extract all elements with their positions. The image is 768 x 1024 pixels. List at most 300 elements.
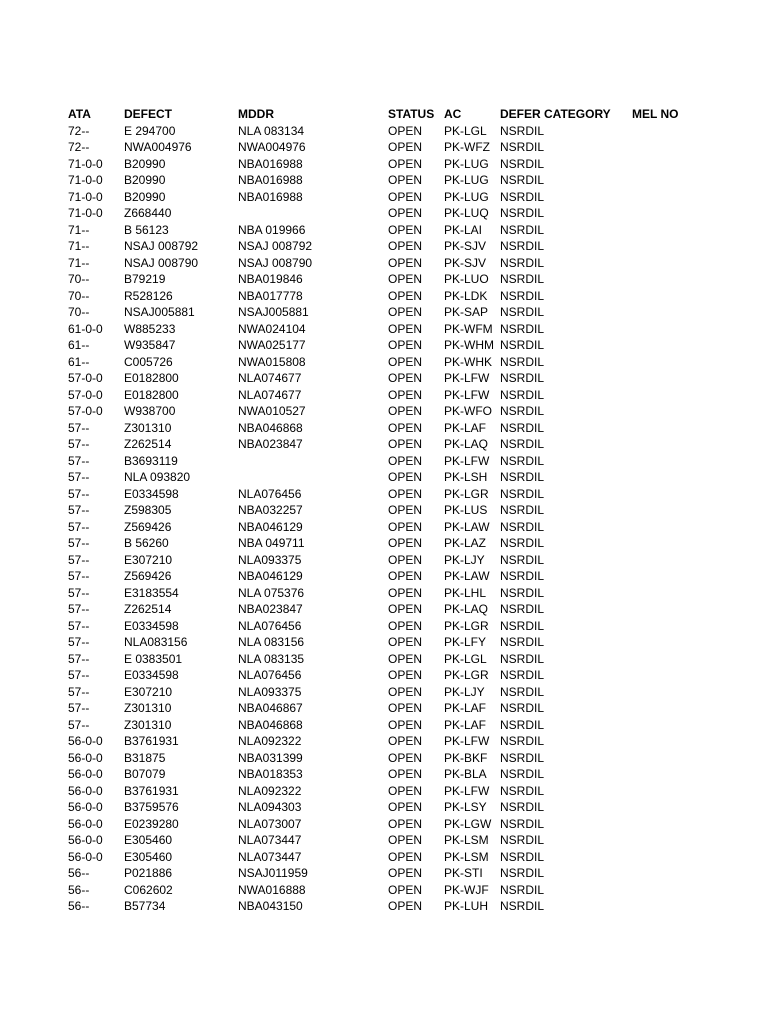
table-row [68, 618, 708, 635]
ac-cell: PK-LUQ [444, 206, 489, 220]
status-cell: OPEN [388, 189, 423, 204]
defect-cell: E3183554 [124, 585, 179, 600]
mel-no-cell [632, 502, 708, 519]
mel-no-cell [632, 535, 708, 552]
ata-cell: 72-- [68, 140, 90, 154]
mel-no-cell [632, 717, 708, 734]
mel-no-cell [632, 634, 708, 651]
table-row [68, 684, 708, 701]
ac-cell: PK-LUS [444, 503, 488, 517]
table-row [68, 189, 708, 206]
defer-category-cell: NSRDIL [500, 651, 545, 666]
defect-cell: E 0383501 [124, 651, 183, 666]
ata-cell: 70-- [68, 305, 90, 319]
defect-cell: E305460 [124, 849, 173, 864]
mddr-cell: NLA 075376 [238, 585, 305, 600]
defer-category-cell: NSRDIL [500, 255, 545, 270]
defer-category-cell: NSRDIL [500, 272, 545, 286]
defect-cell: W938700 [124, 404, 176, 418]
ac-cell: PK-LSY [444, 800, 487, 814]
defer-category-cell: NSRDIL [500, 701, 545, 715]
table-row [68, 370, 708, 387]
ac-cell: PK-LDK [444, 288, 488, 303]
mddr-cell: NBA016988 [238, 189, 303, 204]
defer-category-cell: NSRDIL [500, 833, 545, 847]
ata-cell: 56-0-0 [68, 734, 103, 748]
defect-cell: B07079 [124, 767, 166, 781]
mddr-cell: NBA046868 [238, 420, 303, 435]
mddr-cell [238, 205, 388, 222]
ata-cell: 57-- [68, 503, 90, 517]
status-cell: OPEN [388, 156, 423, 171]
defect-cell: Z262514 [124, 437, 172, 451]
defer-category-cell: NSRDIL [500, 371, 545, 385]
defect-cell: P021886 [124, 866, 173, 880]
ac-cell: PK-LSM [444, 849, 489, 864]
defect-cell: E0239280 [124, 816, 179, 831]
column-header-mel-no: MEL NO [632, 107, 679, 121]
defect-cell: B20990 [124, 189, 166, 204]
mel-no-cell [632, 222, 708, 239]
table-row [68, 519, 708, 536]
defect-cell: B57734 [124, 899, 166, 913]
status-cell: OPEN [388, 684, 423, 699]
mddr-cell: NBA043150 [238, 899, 303, 913]
defer-category-cell: NSRDIL [500, 206, 545, 220]
status-cell: OPEN [388, 618, 423, 633]
defect-cell: E0334598 [124, 668, 179, 682]
mel-no-cell [632, 354, 708, 371]
mddr-cell: NBA031399 [238, 750, 303, 765]
mddr-cell: NLA073007 [238, 816, 302, 831]
mddr-cell [238, 453, 388, 470]
mddr-cell: NBA018353 [238, 767, 303, 781]
ata-cell: 71-0-0 [68, 189, 103, 204]
defect-cell: E0334598 [124, 486, 179, 501]
ata-cell: 56-0-0 [68, 750, 103, 765]
table-row [68, 271, 708, 288]
mddr-cell: NBA032257 [238, 503, 303, 517]
mddr-cell: NLA073447 [238, 849, 302, 864]
mel-no-cell [632, 552, 708, 569]
column-header-defer-category: DEFER CATEGORY [500, 107, 611, 121]
defer-category-cell: NSRDIL [500, 734, 545, 748]
table-row [68, 156, 708, 173]
table-body [68, 123, 708, 915]
defect-cell: NLA 093820 [124, 470, 191, 484]
defer-category-cell: NSRDIL [500, 288, 545, 303]
ac-cell: PK-LFW [444, 783, 490, 798]
status-cell: OPEN [388, 354, 423, 369]
table-row [68, 304, 708, 321]
defect-cell: B3761931 [124, 734, 179, 748]
ac-cell: PK-LAF [444, 717, 487, 732]
column-header-mddr: MDDR [238, 107, 274, 121]
ata-cell: 56-0-0 [68, 849, 103, 864]
defect-cell: W935847 [124, 338, 176, 352]
mel-no-cell [632, 436, 708, 453]
ac-cell: PK-LFW [444, 371, 490, 385]
mddr-cell: NLA073447 [238, 833, 302, 847]
table-row [68, 403, 708, 420]
mel-no-cell [632, 337, 708, 354]
column-header-status: STATUS [388, 107, 435, 121]
mddr-cell: NWA016888 [238, 882, 306, 897]
defer-category-cell: NSRDIL [500, 437, 545, 451]
mddr-cell: NBA 019966 [238, 222, 306, 237]
ata-cell: 61-- [68, 354, 90, 369]
status-cell: OPEN [388, 767, 423, 781]
mel-no-cell [632, 667, 708, 684]
defects-table [68, 106, 708, 915]
status-cell: OPEN [388, 272, 423, 286]
mel-no-cell [632, 238, 708, 255]
table-row [68, 469, 708, 486]
defect-cell: NSAJ005881 [124, 305, 195, 319]
table-row [68, 585, 708, 602]
status-cell: OPEN [388, 717, 423, 732]
status-cell: OPEN [388, 816, 423, 831]
mel-no-cell [632, 288, 708, 305]
defer-category-cell: NSRDIL [500, 866, 545, 880]
status-cell: OPEN [388, 635, 423, 649]
defer-category-cell: NSRDIL [500, 899, 545, 913]
mel-no-cell [632, 882, 708, 899]
ac-cell: PK-LJY [444, 684, 485, 699]
mddr-cell: NLA092322 [238, 783, 302, 798]
ac-cell: PK-LAW [444, 569, 490, 583]
ac-cell: PK-LFY [444, 635, 487, 649]
ac-cell: PK-SJV [444, 239, 487, 253]
status-cell: OPEN [388, 899, 423, 913]
defer-category-cell: NSRDIL [500, 503, 545, 517]
ata-cell: 57-- [68, 635, 90, 649]
table-row [68, 420, 708, 437]
table-row [68, 733, 708, 750]
mel-no-cell [632, 519, 708, 536]
ac-cell: PK-LAQ [444, 437, 489, 451]
mddr-cell: NBA019846 [238, 272, 303, 286]
defect-cell: NWA004976 [124, 140, 192, 154]
mddr-cell: NLA 083156 [238, 635, 305, 649]
mel-no-cell [632, 453, 708, 470]
defect-cell: B20990 [124, 156, 166, 171]
ata-cell: 72-- [68, 123, 90, 138]
table-row [68, 898, 708, 915]
defect-cell: NSAJ 008790 [124, 255, 199, 270]
ata-cell: 57-0-0 [68, 404, 103, 418]
ata-cell: 70-- [68, 288, 90, 303]
table-row [68, 667, 708, 684]
mddr-cell: NSAJ 008790 [238, 255, 313, 270]
defect-cell: Z598305 [124, 503, 172, 517]
defect-cell: B3761931 [124, 783, 179, 798]
ata-cell: 71-0-0 [68, 206, 103, 220]
mddr-cell: NBA023847 [238, 437, 303, 451]
defect-cell: E 294700 [124, 123, 176, 138]
column-header-ac: AC [444, 107, 462, 121]
table-row [68, 700, 708, 717]
defect-cell: B20990 [124, 173, 166, 187]
ata-cell: 56-0-0 [68, 816, 103, 831]
defer-category-cell: NSRDIL [500, 486, 545, 501]
ac-cell: PK-LJY [444, 552, 485, 567]
ac-cell: PK-LHL [444, 585, 487, 600]
mel-no-cell [632, 684, 708, 701]
status-cell: OPEN [388, 651, 423, 666]
mel-no-cell [632, 816, 708, 833]
mel-no-cell [632, 585, 708, 602]
status-cell: OPEN [388, 255, 423, 270]
defect-cell: Z262514 [124, 602, 172, 616]
header-row [68, 106, 708, 123]
table-row [68, 799, 708, 816]
status-cell: OPEN [388, 173, 423, 187]
defer-category-cell: NSRDIL [500, 668, 545, 682]
column-header-ata: ATA [68, 107, 91, 121]
mel-no-cell [632, 156, 708, 173]
table-row [68, 321, 708, 338]
ata-cell: 56-0-0 [68, 783, 103, 798]
ac-cell: PK-WHM [444, 338, 494, 352]
defer-category-cell: NSRDIL [500, 387, 545, 402]
status-cell: OPEN [388, 783, 423, 798]
defer-category-cell: NSRDIL [500, 156, 545, 171]
status-cell: OPEN [388, 519, 423, 534]
defect-report-sheet [68, 106, 708, 915]
defer-category-cell: NSRDIL [500, 519, 545, 534]
defect-cell: B 56123 [124, 222, 169, 237]
ata-cell: 71-0-0 [68, 156, 103, 171]
table-row [68, 222, 708, 239]
status-cell: OPEN [388, 239, 423, 253]
ac-cell: PK-LFW [444, 734, 490, 748]
defer-category-cell: NSRDIL [500, 767, 545, 781]
ac-cell: PK-WJF [444, 882, 489, 897]
mddr-cell: NBA046868 [238, 717, 303, 732]
mddr-cell: NLA093375 [238, 552, 302, 567]
mel-no-cell [632, 783, 708, 800]
defect-cell: E0334598 [124, 618, 179, 633]
ac-cell: PK-LAW [444, 519, 490, 534]
ac-cell: PK-LUH [444, 899, 489, 913]
mddr-cell: NLA076456 [238, 668, 302, 682]
ata-cell: 56-- [68, 899, 90, 913]
ac-cell: PK-BKF [444, 750, 488, 765]
ata-cell: 57-- [68, 453, 90, 468]
ac-cell: PK-WHK [444, 354, 492, 369]
ata-cell: 56-- [68, 866, 90, 880]
mel-no-cell [632, 255, 708, 272]
ac-cell: PK-LUG [444, 173, 489, 187]
table-row [68, 337, 708, 354]
status-cell: OPEN [388, 569, 423, 583]
defect-cell: C062602 [124, 882, 173, 897]
status-cell: OPEN [388, 602, 423, 616]
status-cell: OPEN [388, 288, 423, 303]
ata-cell: 57-- [68, 552, 90, 567]
status-cell: OPEN [388, 387, 423, 402]
defect-cell: Z569426 [124, 569, 172, 583]
ac-cell: PK-LAZ [444, 536, 487, 550]
table-row [68, 288, 708, 305]
status-cell: OPEN [388, 536, 423, 550]
defer-category-cell: NSRDIL [500, 750, 545, 765]
defect-cell: Z668440 [124, 206, 172, 220]
ac-cell: PK-LSM [444, 833, 489, 847]
table-row [68, 436, 708, 453]
mel-no-cell [632, 601, 708, 618]
mel-no-cell [632, 733, 708, 750]
defer-category-cell: NSRDIL [500, 123, 545, 138]
mddr-cell: NSAJ005881 [238, 305, 309, 319]
ata-cell: 57-- [68, 701, 90, 715]
mel-no-cell [632, 700, 708, 717]
defer-category-cell: NSRDIL [500, 602, 545, 616]
mel-no-cell [632, 139, 708, 156]
mel-no-cell [632, 766, 708, 783]
status-cell: OPEN [388, 206, 423, 220]
mddr-cell: NWA015808 [238, 354, 306, 369]
ata-cell: 61-- [68, 338, 90, 352]
defer-category-cell: NSRDIL [500, 882, 545, 897]
mel-no-cell [632, 618, 708, 635]
ac-cell: PK-LAF [444, 701, 487, 715]
defect-cell: Z301310 [124, 420, 172, 435]
ata-cell: 57-0-0 [68, 387, 103, 402]
ac-cell: PK-LGR [444, 668, 489, 682]
defect-cell: B 56260 [124, 536, 169, 550]
ata-cell: 61-0-0 [68, 321, 103, 336]
ata-cell: 57-- [68, 684, 90, 699]
table-row [68, 849, 708, 866]
defer-category-cell: NSRDIL [500, 569, 545, 583]
defer-category-cell: NSRDIL [500, 783, 545, 798]
ac-cell: PK-LUO [444, 272, 489, 286]
ata-cell: 57-- [68, 486, 90, 501]
mddr-cell: NBA017778 [238, 288, 303, 303]
mddr-cell: NLA093375 [238, 684, 302, 699]
status-cell: OPEN [388, 305, 423, 319]
table-row [68, 601, 708, 618]
ata-cell: 71-- [68, 239, 90, 253]
defer-category-cell: NSRDIL [500, 354, 545, 369]
mddr-cell: NBA016988 [238, 156, 303, 171]
status-cell: OPEN [388, 222, 423, 237]
status-cell: OPEN [388, 866, 423, 880]
mddr-cell: NLA092322 [238, 734, 302, 748]
mddr-cell: NBA 049711 [238, 536, 305, 550]
mddr-cell: NWA025177 [238, 338, 306, 352]
ata-cell: 57-- [68, 668, 90, 682]
mddr-cell: NWA004976 [238, 140, 306, 154]
mel-no-cell [632, 832, 708, 849]
defect-cell: E305460 [124, 833, 173, 847]
table-row [68, 651, 708, 668]
ata-cell: 71-- [68, 222, 90, 237]
ata-cell: 57-- [68, 536, 90, 550]
mel-no-cell [632, 387, 708, 404]
status-cell: OPEN [388, 486, 423, 501]
defect-cell: NLA083156 [124, 635, 188, 649]
defer-category-cell: NSRDIL [500, 321, 545, 336]
ac-cell: PK-LFW [444, 453, 490, 468]
ata-cell: 71-- [68, 255, 90, 270]
mel-no-cell [632, 370, 708, 387]
mddr-cell: NSAJ 008792 [238, 239, 313, 253]
mddr-cell: NSAJ011959 [238, 866, 308, 880]
defer-category-cell: NSRDIL [500, 189, 545, 204]
status-cell: OPEN [388, 849, 423, 864]
defer-category-cell: NSRDIL [500, 816, 545, 831]
mel-no-cell [632, 172, 708, 189]
status-cell: OPEN [388, 585, 423, 600]
ac-cell: PK-WFO [444, 404, 492, 418]
mel-no-cell [632, 898, 708, 915]
mddr-cell: NWA010527 [238, 404, 306, 418]
mddr-cell: NLA 083134 [238, 123, 305, 138]
status-cell: OPEN [388, 470, 423, 484]
status-cell: OPEN [388, 701, 423, 715]
table-row [68, 766, 708, 783]
mddr-cell: NLA094303 [238, 800, 302, 814]
status-cell: OPEN [388, 140, 423, 154]
table-row [68, 535, 708, 552]
ata-cell: 57-- [68, 618, 90, 633]
ata-cell: 57-- [68, 519, 90, 534]
mel-no-cell [632, 651, 708, 668]
defect-cell: C005726 [124, 354, 173, 369]
mel-no-cell [632, 123, 708, 140]
ata-cell: 57-- [68, 717, 90, 732]
mddr-cell: NLA076456 [238, 618, 302, 633]
ata-cell: 57-0-0 [68, 371, 103, 385]
table-row [68, 634, 708, 651]
table-row [68, 717, 708, 734]
column-header-defect: DEFECT [124, 107, 172, 121]
ata-cell: 57-- [68, 585, 90, 600]
defer-category-cell: NSRDIL [500, 849, 545, 864]
mel-no-cell [632, 849, 708, 866]
mel-no-cell [632, 403, 708, 420]
mddr-cell: NLA076456 [238, 486, 302, 501]
mel-no-cell [632, 321, 708, 338]
status-cell: OPEN [388, 321, 423, 336]
mddr-cell: NBA046129 [238, 519, 303, 534]
mel-no-cell [632, 486, 708, 503]
defer-category-cell: NSRDIL [500, 140, 545, 154]
ac-cell: PK-LAF [444, 420, 487, 435]
defer-category-cell: NSRDIL [500, 635, 545, 649]
defect-cell: NSAJ 008792 [124, 239, 199, 253]
ata-cell: 57-- [68, 569, 90, 583]
table-row [68, 502, 708, 519]
mel-no-cell [632, 304, 708, 321]
defer-category-cell: NSRDIL [500, 420, 545, 435]
defect-cell: R528126 [124, 288, 173, 303]
defer-category-cell: NSRDIL [500, 338, 545, 352]
mddr-cell: NBA046867 [238, 701, 303, 715]
status-cell: OPEN [388, 338, 423, 352]
ac-cell: PK-STI [444, 866, 483, 880]
status-cell: OPEN [388, 453, 423, 468]
defer-category-cell: NSRDIL [500, 173, 545, 187]
mddr-cell: NBA016988 [238, 173, 303, 187]
mel-no-cell [632, 799, 708, 816]
table-row [68, 816, 708, 833]
ac-cell: PK-LGR [444, 486, 489, 501]
defect-cell: Z569426 [124, 519, 172, 534]
